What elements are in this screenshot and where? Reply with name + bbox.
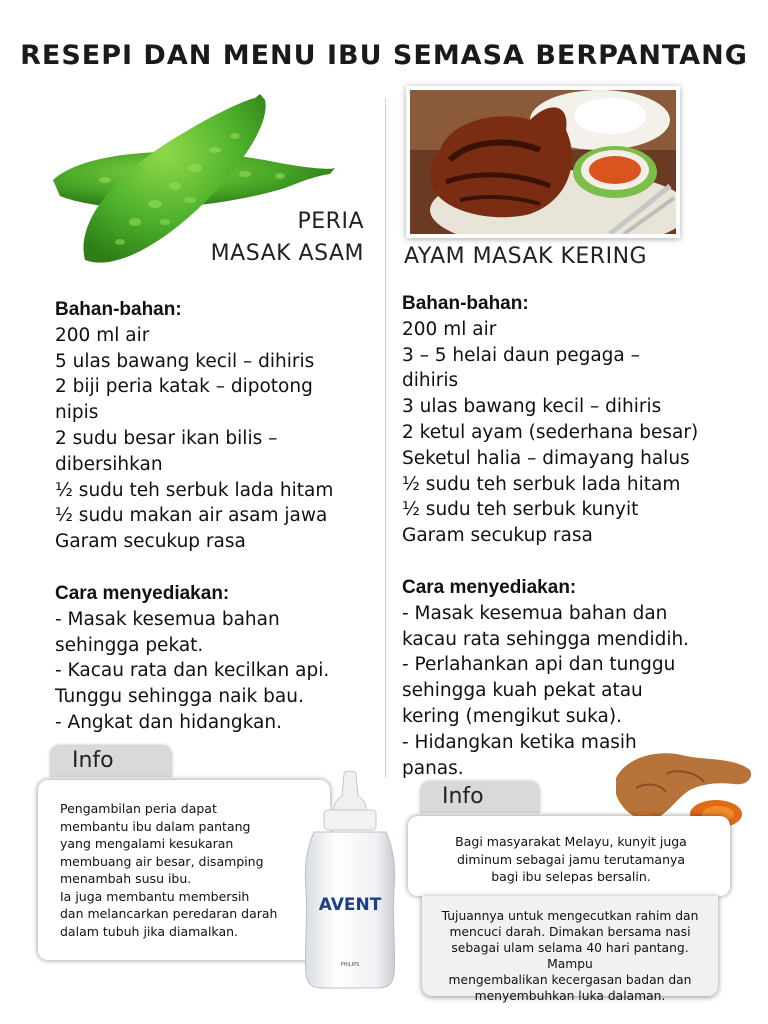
peria-ingredient: Garam secukup rasa (55, 531, 246, 553)
peria-recipe-text (55, 297, 375, 736)
ayam-recipe-text (402, 291, 722, 781)
peria-ingredient: 2 biji peria katak – dipotong (55, 376, 313, 398)
kunyit-info-line: bagi ibu selepas bersalin. (491, 869, 651, 884)
peria-ingredient: ½ sudu makan air asam jawa (55, 505, 328, 527)
ayam-method-step: kering (mengikut suka). (402, 705, 622, 727)
chicken-photo-art (410, 90, 676, 234)
peria-info-line: Ia juga membantu membersih (60, 888, 250, 904)
peria-info-box (38, 780, 330, 960)
peria-ingredient: nipis (55, 402, 99, 424)
kunyit-extra-line: sebagai ulam selama 40 hari pantang. Mampu (451, 941, 689, 971)
kunyit-info-box-extra (422, 896, 718, 1003)
peria-title-line1: PERIA (297, 209, 364, 234)
peria-info-line: dan melancarkan peredaran darah (60, 906, 278, 921)
peria-info-text (60, 800, 300, 940)
peria-recipe-title (211, 206, 364, 270)
peria-method-step: Tunggu sehingga naik bau. (55, 686, 304, 708)
column-divider (385, 98, 386, 778)
kunyit-info-line: Bagi masyarakat Melayu, kunyit juga (455, 834, 687, 849)
bottle-brand: AVENT (318, 895, 382, 915)
ayam-ingredient: Seketul halia – dimayang halus (402, 447, 690, 469)
baby-bottle-image (298, 770, 402, 990)
peria-ingredient: dibersihkan (55, 453, 163, 475)
peria-method-step: - Angkat dan hidangkan. (55, 711, 282, 733)
ayam-ingredient: 2 ketul ayam (sederhana besar) (402, 421, 699, 443)
ayam-ingredient: ½ sudu teh serbuk lada hitam (402, 473, 681, 495)
ayam-method-step: - Hidangkan ketika masih (402, 731, 637, 753)
peria-info-line: dalam tubuh jika diamalkan. (60, 923, 239, 939)
grilled-chicken-photo (406, 86, 680, 238)
bottle-maker: PHILIPS (340, 962, 360, 968)
ayam-ingredient: dihiris (402, 370, 459, 392)
ayam-ingredient: Garam secukup rasa (402, 525, 593, 547)
ayam-ingredient: 200 ml air (402, 318, 497, 340)
kunyit-info-box (408, 816, 730, 896)
ayam-ingredient: 3 – 5 helai daun pegaga – (402, 344, 640, 366)
peria-info-line: menambah susu ibu. (60, 871, 192, 886)
kunyit-info-text (426, 833, 716, 886)
peria-ingredient: 5 ulas bawang kecil – dihiris (55, 350, 315, 372)
peria-info-line: membuang air besar, disamping (60, 853, 264, 869)
peria-ingredients-heading: Bahan-bahan: (55, 299, 182, 320)
kunyit-extra-line: menyembuhkan luka dalaman. (474, 989, 666, 1003)
peria-info-line: Pengambilan peria dapat (60, 801, 217, 816)
peria-info-line: membantu ibu dalam pantang (60, 818, 251, 834)
kunyit-extra-line: Tujuannya untuk mengecutkan rahim dan (441, 909, 699, 923)
ayam-method-step: sehingga kuah pekat atau (402, 680, 643, 702)
ayam-method-step: - Perlahankan api dan tunggu (402, 654, 676, 676)
peria-ingredient: ½ sudu teh serbuk lada hitam (55, 479, 334, 501)
ayam-method-step: panas. (402, 757, 464, 779)
page-title: RESEPI DAN MENU IBU SEMASA BERPANTANG (20, 40, 748, 71)
peria-info-tab: Info (50, 746, 172, 777)
kunyit-info-line: diminum sebagai jamu terutamanya (456, 851, 686, 867)
peria-ingredient: 200 ml air (55, 324, 150, 346)
peria-title-line2: MASAK ASAM (210, 241, 364, 266)
peria-method-step: sehingga pekat. (55, 634, 204, 656)
peria-ingredient: 2 sudu besar ikan bilis – (55, 427, 278, 449)
peria-info-line: yang mengalami kesukaran (60, 836, 234, 851)
peria-method-heading: Cara menyediakan: (55, 582, 230, 604)
ayam-recipe-title: AYAM MASAK KERING (404, 244, 648, 269)
kunyit-info-tab: Info (420, 782, 540, 813)
kunyit-info-extra-text (432, 908, 708, 1004)
ayam-method-step: - Masak kesemua bahan dan (402, 602, 668, 624)
peria-method-step: - Masak kesemua bahan (55, 608, 280, 630)
kunyit-extra-line: mencuci darah. Dimakan bersama nasi (449, 925, 691, 939)
kunyit-extra-line: mengembalikan kecergasan badan dan (448, 973, 692, 987)
ayam-method-step: kacau rata sehingga mendidih. (402, 628, 690, 650)
ayam-ingredient: ½ sudu teh serbuk kunyit (402, 499, 639, 521)
peria-method-step: - Kacau rata dan kecilkan api. (55, 660, 330, 682)
ayam-ingredients-heading: Bahan-bahan: (402, 293, 529, 314)
ayam-ingredient: 3 ulas bawang kecil – dihiris (402, 396, 662, 418)
ayam-method-heading: Cara menyediakan: (402, 576, 577, 598)
